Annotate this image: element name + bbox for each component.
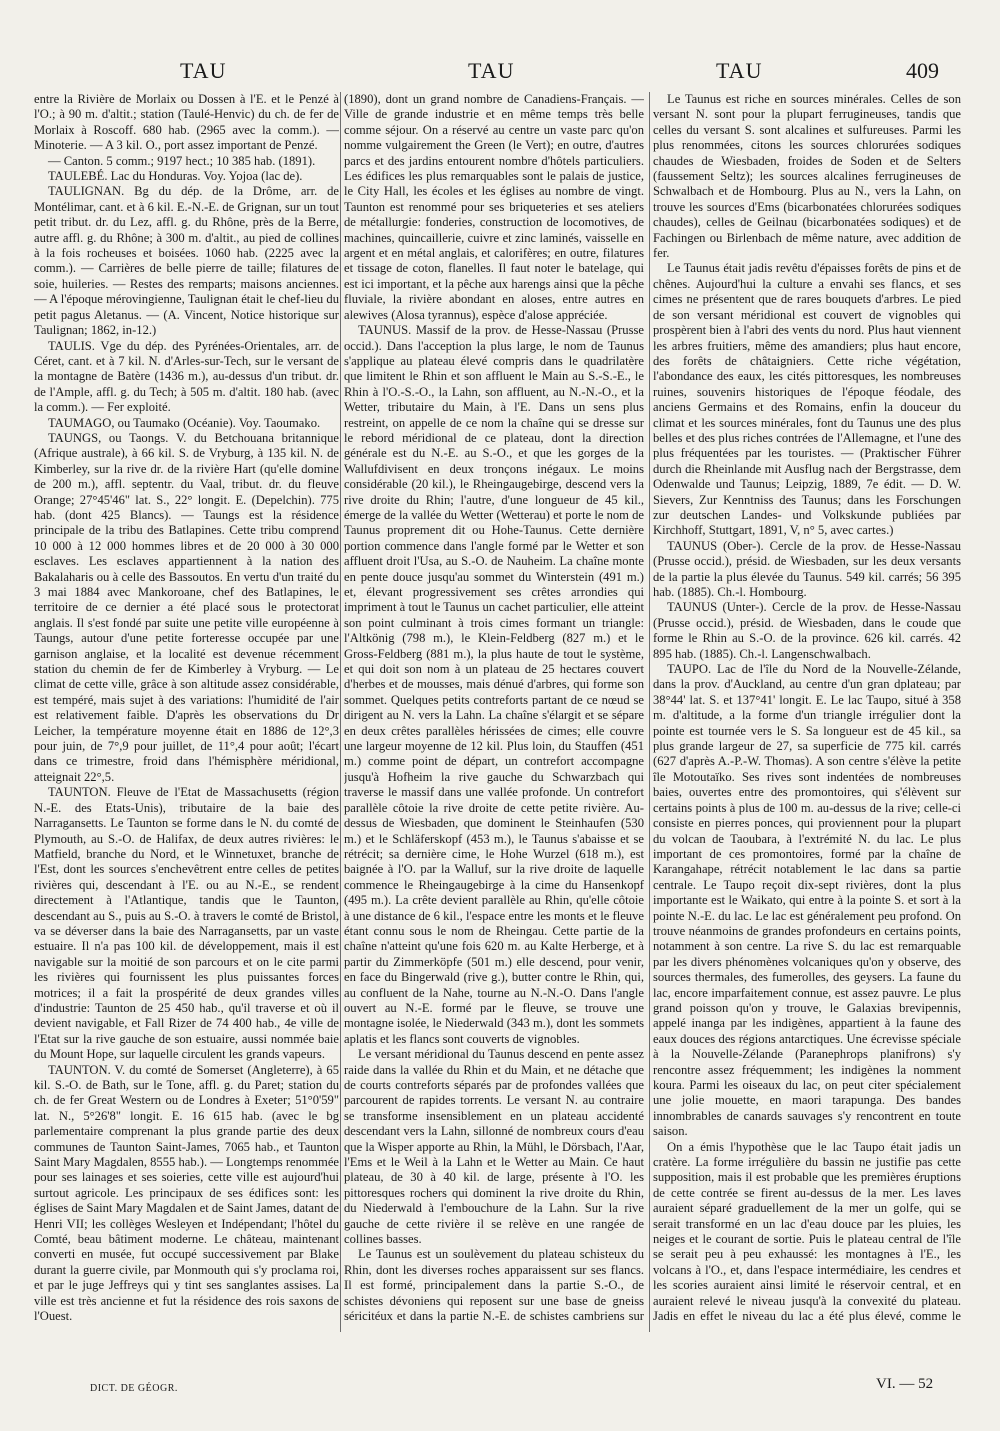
page-number: 409 xyxy=(906,58,939,83)
paragraph: Le Taunus était jadis revêtu d'épaisses forêts de pins et de chênes. Aujourd'hui la culture a envahi ses flancs, et ses cimes ne présentent que de rares bouquets d'arbres. Le pied de son versant méridional est couvert de vignobles qui prospèrent bien à l'abri des vents du nord. Plus haut viennent les arbres fruitiers, même des amandiers; plus haut encore, des forêts de châtaigniers. Cette riche végétation, l'abondance des eaux, les cités pittoresques, les nombreuses ruines, souvenirs historiques de l'époque féodale, des anciens Germains et des Romains, enfin la douceur du climat et les sources minérales, font du Taunus une des plus belles et des plus riches contrées de l'Allemagne, et l'une des plus fréquentées par les touristes. — (Praktischer Führer durch die Rheinlande mit Ausflug nach der Bergstrasse, dem Odenwalde und Taunus; Leipzig, 1889, 7e édit. — D. W. Sievers, Zur Kenntniss des Taunus; dans les Forschungen zur deutschen Landes- und Volkskunde publiées par Kirchhoff, Stuttgart, 1891, V, n° 5, avec cartes.) xyxy=(653,261,961,538)
entry-taulis: TAULIS. Vge du dép. des Pyrénées-Orientales, arr. de Céret, cant. et à 7 kil. N. d'Arles-sur-Tech, sur le versant de la montagne de Batère (1436 m.), au-dessus d'un tribut. dr. de l'Ample, affl. g. du Tech; à 505 m. d'altit. 180 hab. (avec la comm.). — Fer exploité. xyxy=(34,338,339,415)
page-header xyxy=(0,58,1000,88)
entry-taunus-ober: TAUNUS (Ober-). Cercle de la prov. de Hesse-Nassau (Prusse occid.), présid. de Wiesbaden, sur les deux versants de la partie la plus élevée du Taunus. 549 kil. carrés; 56 395 hab. (1885). Ch.-l. Hombourg. xyxy=(653,538,961,599)
entry-taungs: TAUNGS, ou Taongs. V. du Betchouana britannique (Afrique australe), à 66 kil. S. de Vryburg, à 135 kil. N. de Kimberley, sur la rive dr. de la rivière Hart (qu'elle domine de 200 m.), affl. septentr. du Vaal, tribut. dr. du fleuve Orange; 27°45'46" lat. S., 22° longit. E. (Depelchin). 775 hab. (dont 425 Blancs). — Taungs est la résidence principale de la tribu des Batlapines. Cette tribu comprend 10 000 à 12 000 hommes libres et de 20 000 à 30 000 esclaves. Les esclaves appartiennent à la nation des Bakalaharis ou à celle des Bassoutos. En vertu d'un traité du 3 mai 1884 avec Mankoroane, chef des Batlapines, le territoire de ce dernier a été placé sous le protectorat anglais. Il s'est fondé par suite une petite ville européenne à Taungs, autour d'une petite forteresse occupée par une garnison anglaise, et la localité est devenue récemment station du chemin de fer de Kimberley à Vryburg. — Le climat de cette ville, grâce à son altitude assez considérable, est tempéré, mais sujet à des variations: l'humidité de l'air est relativement faible. D'après les observations du Dr Leicher, la température moyenne était en 1886 de 12°,3 pour juin, de 7°,9 pour juillet, de 11°,4 pour août; l'écart dans ce trimestre, froid dans l'hémisphère méridional, atteignait 22°,5. xyxy=(34,430,339,784)
column-divider xyxy=(340,92,341,1332)
paragraph: (1890), dont un grand nombre de Canadiens-Français. — Ville de grande industrie et en même temps très belle comme séjour. On a réservé au centre un vaste parc qu'on nomme vulgairement the Green (le Vert); en outre, d'autres parcs et des jardins entourent nombre d'hôtels particuliers. Les édifices les plus remarquables sont le palais de justice, le City Hall, les écoles et les églises au nombre de vingt. Taunton est renommé pour ses briqueteries et ses ateliers de métallurgie: fonderies, construction de locomotives, de machines, quincaillerie, cuivre et zinc laminés, vaisselle en argent et en métal anglais, et calorifères; en outre, filatures et tissage de coton, flanelles. Il faut noter le batelage, qui est ici important, et la pêche aux harengs ainsi que la pêche fluviale, la rivière abondant en aloses, entre autres en alewives (Alosa tyrannus), espèce d'alose appréciée. xyxy=(344,92,644,322)
paragraph: entre la Rivière de Morlaix ou Dossen à l'E. et le Penzé à l'O.; à 90 m. d'altit.; station (Taulé-Henvic) du ch. de fer de Morlaix à Roscoff. 680 hab. (2965 avec la comm.). — Minoterie. — A 3 kil. O., port assez important de Penzé. xyxy=(34,92,339,153)
text-column-2 xyxy=(344,92,644,1324)
entry-taunton-river: TAUNTON. Fleuve de l'Etat de Massachusetts (région N.-E. des Etats-Unis), tributaire de la baie des Narragansetts. Le Taunton se forme dans le N. du comté de Plymouth, au S.-O. de Halifax, de deux autres rivières: le Matfield, branche du Nord, et le Winnetuxet, branche de l'Est, dont les sources s'enchevêtrent entre celles de petites rivières qui, descendant à l'E. ou au N.-E., se rendent directement à l'Atlantique, tandis que le Taunton, descendant au S., puis au S.-O. à travers le comté de Bristol, va se déverser dans la baie des Narragansetts, par un vaste estuaire. Il n'a pas 100 kil. de développement, mais il est navigable sur la moitié de son parcours et on le cite parmi les rivières qui fournissent les plus puissantes forces motrices; il a fait la prospérité de deux grandes villes d'industrie: Taunton de 25 450 hab., qu'il traverse et où il devient navigable, et Fall Rizer de 74 400 hab., 4e ville de l'Etat sur la rive gauche de son estuaire, aussi nommée baie du Mount Hope, sur laquelle circulent les grands vapeurs. xyxy=(34,785,339,1062)
paragraph: On a émis l'hypothèse que le lac Taupo était jadis un cratère. La forme irrégulière du bassin ne justifie pas cette supposition, mais il est probable que les premières éruptions de cette contrée se firent au-dessus de la mer. Les laves auraient séparé graduellement de la mer un golfe, qui se serait transformé en un lac d'eau douce par les pluies, les neiges et le courant de sortie. Puis le plateau central de l'île se serait peu à peu exhaussé: les montagnes à l'E., les volcans à l'O., et, dans l'espace intermédiaire, les cendres et les scories auraient ainsi limité le réservoir central, et en auraient relevé le niveau jusqu'à la convexité du plateau. Jadis en effet le niveau du lac a été plus élevé, comme le xyxy=(653,1139,961,1324)
paragraph: Le Taunus est riche en sources minérales. Celles de son versant N. sont pour la plupart ferrugineuses, tandis que celles du versant S. sont alcalines et sulfureuses. Parmi les plus renommées, citons les sources chlorurées sodiques chaudes de Wiesbaden, froides de Soden et de Selters (faussement Seltz); les sources alcalines ferrugineuses de Schwalbach et de Hombourg. Plus au N., vers la Lahn, on trouve les sources d'Ems (bicarbonatées chlorurées sodiques chaudes), celles de Geilnau (bicarbonatées sodiques) et de Fachingen ou Birlenbach de même nature, avec addition de fer. xyxy=(653,92,961,261)
text-column-1 xyxy=(34,92,339,1324)
entry-taulebe: TAULEBÉ. Lac du Honduras. Voy. Yojoa (lac de). xyxy=(48,169,303,184)
paragraph: — Canton. 5 comm.; 9197 hect.; 10 385 hab. (1891). xyxy=(48,153,316,168)
entry-taunton-somerset: TAUNTON. V. du comté de Somerset (Angleterre), à 65 kil. S.-O. de Bath, sur le Tone, affl. g. du Paret; station du ch. de fer Great Western ou de Londres à Exeter; 51°0'59" lat. N., 5°26'8" longit. E. 16 615 hab. (avec le bg parlementaire comprenant la plus grande partie des deux communes de Taunton Saint-James, 7065 hab., et Taunton Saint Mary Magdalen, 8555 hab.). — Longtemps renommée pour ses lainages et ses soieries, cette ville est aujourd'hui surtout agricole. Les principaux de ses édifices sont: les églises de Saint Mary Magdalen et de Saint James, datant de Henri VII; les collèges Wesleyen et Indépendant; l'hôtel du Comté, beau bâtiment moderne. Le château, maintenant converti en musée, fut occupé successivement par Blake durant la guerre civile, par Monmouth qui s'y proclama roi, et par le juge Jeffreys qui y tint ses sanglantes assises. La ville est très ancienne et fut la résidence des rois saxons de l'Ouest. xyxy=(34,1062,339,1324)
entry-taunus-unter: TAUNUS (Unter-). Cercle de la prov. de Hesse-Nassau (Prusse occid.), présid. de Wiesbaden, dans le coude que forme le Rhin au S.-O. de la province. 626 kil. carrés. 42 895 hab. (1885). Ch.-l. Langenschwalbach. xyxy=(653,600,961,661)
text-column-3 xyxy=(653,92,961,1324)
entry-taunus: TAUNUS. Massif de la prov. de Hesse-Nassau (Prusse occid.). Dans l'acception la plus large, le nom de Taunus s'applique au plateau élevé compris dans le quadrilatère que limitent le Rhin et son affluent le Main au S.-S.-E., le Rhin à l'O.-S.-O., la Lahn, son affluent, au N.-N.-O., et la Wetter, tributaire du Main, à l'E. Dans un sens plus restreint, on appelle de ce nom la chaîne qui se dresse sur le rebord méridional de ce plateau, dont la direction générale est du N.-E. au S.-O., et que les gorges de la Wallufdivisent en deux tronçons inégaux. Le moins considérable (20 kil.), le Rheingaugebirge, descend vers la rive droite du Rhin; l'autre, d'une longueur de 45 kil., émerge de la vallée du Wetter (Wetterau) et porte le nom de Taunus proprement dit ou Hohe-Taunus. Cette dernière portion commence dans l'angle formé par le Wetter et son affluent droit l'Usa, au S.-O. de Nauheim. La chaîne monte en pente douce jusqu'au sommet du Winterstein (491 m.) et, élevant progressivement ses crêtes arrondies qui impriment à tout le Taunus un cachet particulier, elle atteint son point culminant à trois cimes formant un triangle: l'Altkönig (798 m.), le Klein-Feldberg (827 m.) et le Gross-Feldberg (881 m.), la plus haute de tout le système, et qui doit son nom à un plateau de 25 hectares couvert d'herbes et de mousses, mais dénué d'arbres, qui forme son sommet. Quelques petits contreforts partant de ce nœud se dirigent au N. vers la Lahn. La chaîne s'élargit et se sépare en deux crêtes parallèles hérissées de cimes; elle couvre une largeur moyenne de 12 kil. Plus loin, du Stauffen (451 m.) comme point de départ, un contrefort accompagne jusqu'à Hofheim la rive gauche du Schwarzbach qui traverse le massif dans une vallée profonde. Un contrefort parallèle côtoie la rive droite de cette petite rivière. Au-dessus de Wiesbaden, que dominent le Steinhaufen (530 m.) et le Schläferskopf (453 m.), le Taunus s'abaisse et se rétrécit; sa dernière cime, le Hohe Wurzel (618 m.), est baignée à l'O. par la Walluf, sur la rive droite de laquelle commence le Rheingaugebirge à la cime du Hansenkopf (495 m.). La crête devient parallèle au Rhin, qu'elle côtoie à une distance de 6 kil., l'espace entre les monts et le fleuve étant connu sous le nom de Rheingau. Cette partie de la chaîne n'atteint qu'une fois 620 m. au Kalte Herberge, et à partir du Zimmerköpfe (501 m.) elle descend, pour venir, en face du Bingerwald (rive g.), butter contre le Rhin, qui, au confluent de la Nahe, tourne au N.-N.-O. Dans l'angle ouvert au N.-E. formé par le fleuve, se trouve une montagne isolée, le Niederwald (343 m.), dont les sommets aplatis et les flancs sont couverts de vignobles. xyxy=(344,323,644,1046)
entry-taupo: TAUPO. Lac de l'île du Nord de la Nouvelle-Zélande, dans la prov. d'Auckland, au centre d'un gran dplateau; par 38°44' lat. S. et 137°41' longit. E. Le lac Taupo, situé à 358 m. d'altitude, a la forme d'un triangle irrégulier dont la pointe est tournée vers le S. Sa longueur est de 45 kil., sa plus grande largeur de 27, sa superficie de 775 kil. carrés (627 d'après A.-P.-W. Thomas). A son centre s'élève la petite île Motoutaïko. Ses rives sont indentées de nombreuses baies, ouvertes entre des promontoires, qui s'élèvent sur certains points à plus de 100 m. au-dessus de la rive; celle-ci consiste en pierres ponces, qui proviennent pour la plupart du volcan de Taoubara, à l'extrémité N. du lac. Le plus important de ces promontoires, formé par la chaîne de Karangahape, rétrécit notablement le lac dans sa partie centrale. Le Taupo reçoit dix-sept rivières, dont la plus importante est le Waikato, qui entre à la pointe S. et sort à la pointe N.-E. du lac. Le lac est généralement peu profond. On trouve néanmoins de grandes profondeurs en certains points, notamment à son centre. La rive S. du lac est remarquable par les divers phénomènes volcaniques qu'on y observe, des sources thermales, des fumerolles, des geysers. La faune du lac, encore imparfaitement connue, est assez pauvre. Le plus grand poisson qu'on y trouve, le Galaxias brevipennis, appelé inanga par les indigènes, appartient à la faune des eaux douces des régions antarctiques. Une écrevisse spéciale à la Nouvelle-Zélande (Paranephrops planifrons) s'y rencontre assez fréquemment; les indigènes la nomment koura. Parmi les oiseaux du lac, on peut citer spécialement une jolie mouette, en maori tarapunga. Des bandes innombrables de canards sauvages s'y rencontrent en toute saison. xyxy=(653,662,961,1139)
header-left-word: TAU xyxy=(180,58,227,83)
entry-taulignan: TAULIGNAN. Bg du dép. de la Drôme, arr. de Montélimar, cant. et à 6 kil. E.-N.-E. de Grignan, sur un tout petit tribut. dr. du Lez, affl. g. du Rhône, près de la Berre, autre affl. g. du Rhône; à 300 m. d'altit., au pied de collines à la fois rocheuses et boisées. 1060 hab. (2225 avec la comm.). — Carrières de belle pierre de taille; filatures de soie, huileries. — Restes des remparts; maisons anciennes. — A l'époque mérovingienne, Taulignan était le chef-lieu du petit pagus Aletanus. — (A. Vincent, Notice historique sur Taulignan; 1862, in-12.) xyxy=(34,184,339,338)
paragraph: Le Taunus est un soulèvement du plateau schisteux du Rhin, dont les diverses roches apparaissent sur ses flancs. Il est formé, principalement dans la partie S.-O., de schistes dévoniens qui reposent sur une base de gneiss séricitéux et dans la partie N.-E. de schistes cambriens sur xyxy=(344,1247,644,1324)
footer-left: DICT. DE GÉOGR. xyxy=(90,1383,178,1394)
column-divider xyxy=(649,92,650,1332)
footer-right: VI. — 52 xyxy=(876,1376,934,1392)
paragraph: Le versant méridional du Taunus descend en pente assez raide dans la vallée du Rhin et du Main, et ne détache que de courts contreforts séparés par de profondes vallées que parcourent de rapides torrents. Le versant N. au contraire se transforme insensiblement en un plateau accidenté descendant vers la Lahn, sillonné de nombreux cours d'eau que la Wisper apporte au Rhin, la Mühl, le Dörsbach, l'Aar, l'Ems et le Weil à la Lahn et le Wetter au Main. Ce haut plateau, de 30 à 40 kil. de large, présente à l'O. les pittoresques rochers qui dominent la rive droite du Rhin, du Niederwald à l'embouchure de la Lahn. Sur la rive gauche de cette rivière il se relève en une rangée de collines basses. xyxy=(344,1047,644,1247)
header-center-word: TAU xyxy=(468,58,515,83)
entry-taumago: TAUMAGO, ou Taumako (Océanie). Voy. Taoumako. xyxy=(48,415,321,430)
header-right-word: TAU xyxy=(716,58,763,83)
